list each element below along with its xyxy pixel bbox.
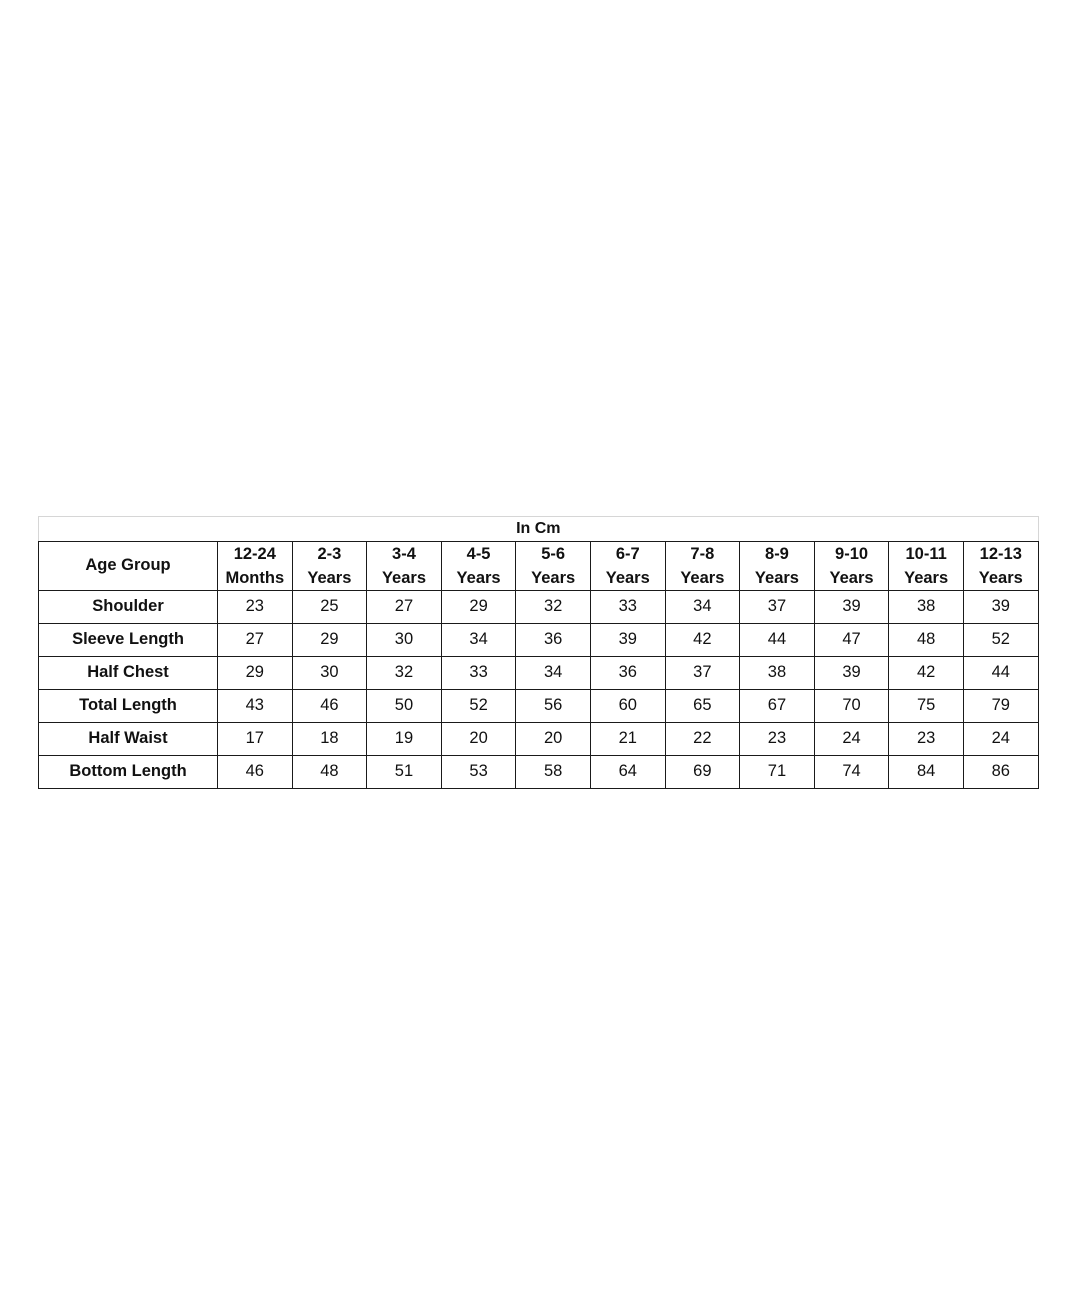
column-unit: Years [904,569,949,587]
table-cell: 34 [516,657,591,690]
table-cell: 75 [889,690,964,723]
table-cell: 33 [441,657,516,690]
table-cell: 27 [218,624,293,657]
column-header [963,542,1038,591]
table-cell: 51 [367,756,442,789]
row-label: Sleeve Length [39,624,218,657]
table-cell: 23 [218,591,293,624]
table-cell: 39 [963,591,1038,624]
table-cell: 69 [665,756,740,789]
table-cell: 21 [590,723,665,756]
table-cell: 50 [367,690,442,723]
column-unit: Years [680,569,725,587]
table-cell: 48 [292,756,367,789]
column-header [665,542,740,591]
table-caption: In Cm [39,517,1039,542]
column-header [590,542,665,591]
caption-row [39,517,1039,542]
column-header [441,542,516,591]
table-cell: 60 [590,690,665,723]
column-range: 12-13 [979,545,1022,563]
table-cell: 32 [516,591,591,624]
table-cell: 39 [814,591,889,624]
table-cell: 65 [665,690,740,723]
table-cell: 53 [441,756,516,789]
table-row [39,624,1039,657]
table-cell: 71 [740,756,815,789]
column-unit: Years [307,569,352,587]
table-cell: 44 [740,624,815,657]
table-cell: 23 [889,723,964,756]
table-cell: 39 [590,624,665,657]
column-header [367,542,442,591]
column-range: 6-7 [615,545,640,563]
table-cell: 20 [441,723,516,756]
table-cell: 17 [218,723,293,756]
table-cell: 29 [441,591,516,624]
column-unit: Years [531,569,576,587]
table-cell: 52 [963,624,1038,657]
table-cell: 56 [516,690,591,723]
header-label: Age Group [39,542,218,591]
column-range: 12-24 [233,545,276,563]
table-cell: 36 [516,624,591,657]
column-range: 9-10 [835,545,869,563]
table-cell: 42 [889,657,964,690]
table-cell: 44 [963,657,1038,690]
table-cell: 37 [740,591,815,624]
table-cell: 42 [665,624,740,657]
table-cell: 58 [516,756,591,789]
column-range: 5-6 [541,545,566,563]
column-range: 7-8 [690,545,715,563]
table-cell: 79 [963,690,1038,723]
table-cell: 25 [292,591,367,624]
table-row [39,591,1039,624]
table-cell: 18 [292,723,367,756]
column-unit: Years [456,569,501,587]
table-cell: 38 [740,657,815,690]
column-header [740,542,815,591]
table-cell: 48 [889,624,964,657]
table-cell: 38 [889,591,964,624]
row-label: Half Waist [39,723,218,756]
column-range: 2-3 [317,545,342,563]
table-cell: 22 [665,723,740,756]
table-row [39,690,1039,723]
table-cell: 39 [814,657,889,690]
column-header [516,542,591,591]
table-cell: 24 [814,723,889,756]
table-cell: 52 [441,690,516,723]
table-cell: 70 [814,690,889,723]
table-cell: 30 [292,657,367,690]
table-cell: 43 [218,690,293,723]
column-header [889,542,964,591]
table-row [39,723,1039,756]
table-cell: 19 [367,723,442,756]
column-range: 3-4 [392,545,416,563]
table-row [39,657,1039,690]
column-unit: Years [829,569,874,587]
column-unit: Years [978,569,1023,587]
row-label: Half Chest [39,657,218,690]
size-chart [38,516,1038,789]
row-label: Total Length [39,690,218,723]
row-label: Shoulder [39,591,218,624]
table-cell: 29 [218,657,293,690]
table-cell: 46 [292,690,367,723]
column-header [218,542,293,591]
table-cell: 64 [590,756,665,789]
column-unit: Months [225,569,285,587]
table-cell: 46 [218,756,293,789]
table-cell: 34 [441,624,516,657]
table-cell: 36 [590,657,665,690]
table-cell: 20 [516,723,591,756]
column-unit: Years [381,569,426,587]
column-range: 10-11 [905,545,947,563]
table-cell: 29 [292,624,367,657]
table-cell: 27 [367,591,442,624]
table-cell: 37 [665,657,740,690]
table-cell: 30 [367,624,442,657]
size-table [38,516,1039,789]
table-cell: 86 [963,756,1038,789]
table-cell: 33 [590,591,665,624]
table-cell: 84 [889,756,964,789]
column-header [292,542,367,591]
column-range: 4-5 [466,545,491,563]
row-label: Bottom Length [39,756,218,789]
header-row [39,542,1039,591]
column-unit: Years [605,569,650,587]
table-cell: 67 [740,690,815,723]
column-range: 8-9 [765,545,789,563]
table-row [39,756,1039,789]
table-cell: 23 [740,723,815,756]
column-header [814,542,889,591]
table-cell: 34 [665,591,740,624]
table-cell: 47 [814,624,889,657]
table-cell: 24 [963,723,1038,756]
table-cell: 32 [367,657,442,690]
column-unit: Years [754,569,799,587]
table-cell: 74 [814,756,889,789]
